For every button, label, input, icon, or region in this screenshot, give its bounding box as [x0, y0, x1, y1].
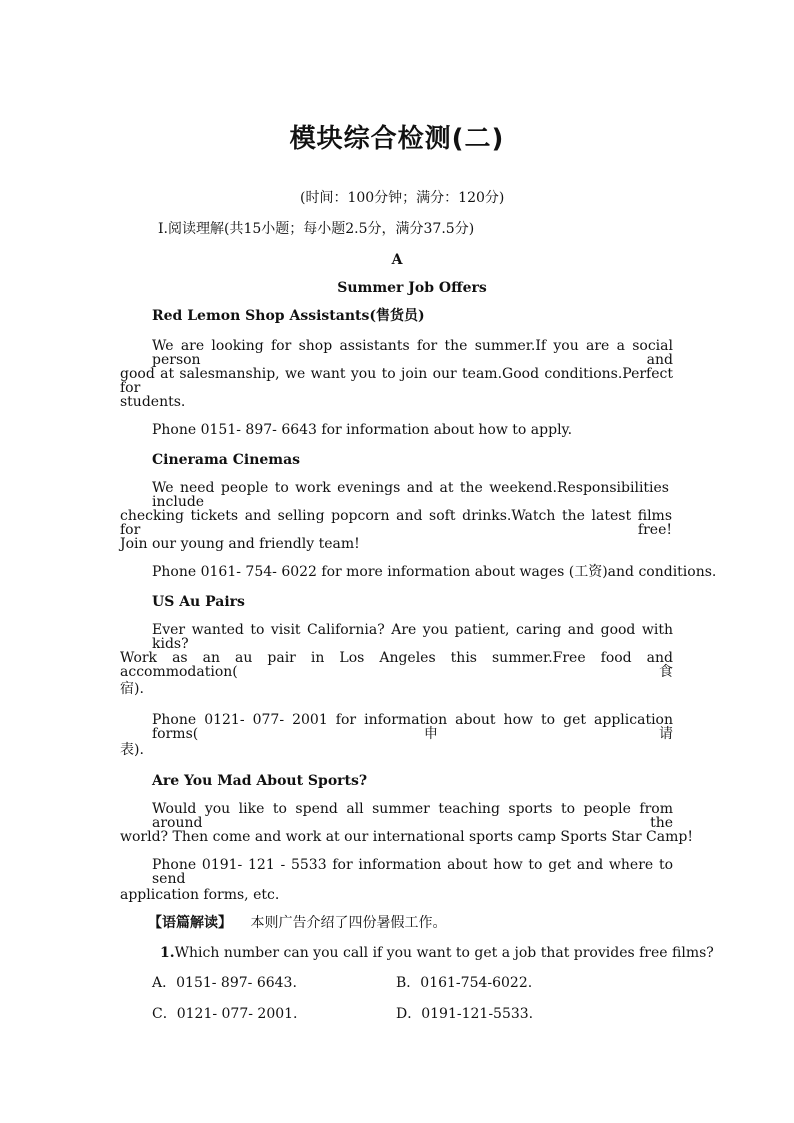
ad-body-line: checking tickets and selling popcorn and soft drinks.Watch the latest films for free! — [120, 508, 672, 538]
analysis-text: 本则广告介绍了四份暑假工作。 — [250, 915, 447, 931]
ad-phone: Phone 0121- 077- 2001 for information about how to get application forms( 申请 — [152, 712, 673, 742]
ad-body-line: We are looking for shop assistants for the summer.If you are a social person and — [152, 338, 673, 368]
ad-phone: Phone 0151- 897- 6643 for information about how to apply. — [152, 422, 573, 438]
option-c — [152, 1007, 298, 1021]
ad-heading: Red Lemon Shop Assistants(售货员) — [152, 308, 425, 324]
option-text: 0191-121-5533. — [421, 1006, 534, 1022]
ad-body-line: Join our young and friendly team! — [120, 536, 360, 552]
ad-body-line: world? Then come and work at our international sports camp Sports Star Camp! — [120, 829, 693, 845]
option-text: 0161-754-6022. — [420, 975, 533, 991]
ad-body-line: We need people to work evenings and at the weekend.Responsibilities include — [152, 480, 669, 510]
ad-phone: application forms, etc. — [120, 887, 280, 903]
analysis-label: 【语篇解读】 — [148, 915, 232, 931]
exam-meta: (时间：100分钟；满分：120分) — [300, 190, 505, 206]
option-a — [152, 976, 297, 990]
section-heading: Ⅰ.阅读理解(共15小题；每小题2.5分，满分37.5分) — [158, 221, 475, 237]
analysis — [148, 916, 446, 930]
ad-body-line: good at salesmanship, we want you to join our team.Good conditions.Perfect for — [120, 366, 673, 396]
ad-phone: 表). — [120, 742, 144, 758]
passage-title: Summer Job Offers — [337, 280, 487, 296]
option-letter: B． — [396, 975, 421, 991]
ad-phone: Phone 0191- 121 - 5533 for information about how to get and where to send — [152, 857, 673, 887]
ad-heading: Cinerama Cinemas — [152, 452, 301, 468]
option-letter: D． — [396, 1006, 422, 1022]
option-text: 0121- 077- 2001. — [176, 1006, 298, 1022]
ad-body-line: Ever wanted to visit California? Are you patient, caring and good with kids? — [152, 622, 673, 652]
passage-letter: A — [391, 252, 403, 268]
question-number: 1. — [160, 945, 175, 961]
ad-phone: Phone 0161- 754- 6022 for more information about wages (工资)and conditions. — [152, 564, 717, 580]
ad-heading: Are You Mad About Sports? — [152, 773, 368, 789]
option-letter: A． — [152, 975, 177, 991]
option-text: 0151- 897- 6643. — [176, 975, 297, 991]
ad-body-line: students. — [120, 394, 186, 410]
option-d — [396, 1007, 533, 1021]
question — [160, 946, 714, 960]
page-title: 模块综合检测(二) — [289, 124, 505, 154]
ad-heading: US Au Pairs — [152, 594, 245, 610]
option-b — [396, 976, 532, 990]
question-text: Which number can you call if you want to get a job that provides free films? — [174, 945, 714, 961]
option-letter: C． — [152, 1006, 177, 1022]
ad-body-line: 宿). — [120, 681, 144, 697]
ad-body-line: Would you like to spend all summer teaching sports to people from around the — [152, 801, 673, 831]
ad-body-line: Work as an au pair in Los Angeles this summer.Free food and accommodation( 食 — [120, 650, 673, 680]
